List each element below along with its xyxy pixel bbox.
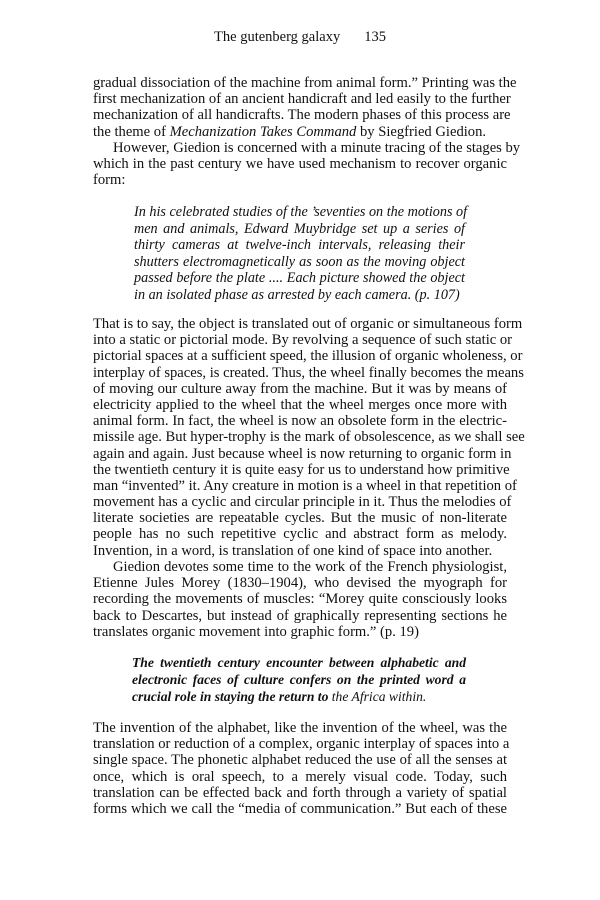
quote-line: electronic faces of culture confers on the printed word a	[132, 672, 466, 687]
text-line: translation or reduction of a complex, organic interplay of spaces into a	[93, 736, 510, 753]
running-title: The gutenberg galaxy	[214, 29, 341, 45]
quote-line: thirty cameras at twelve-inch intervals, releasing their	[134, 237, 465, 253]
section-heading-quote	[132, 654, 466, 705]
quote-line: men and animals, Edward Muybridge set up a series of	[134, 220, 465, 237]
text-line: However, Giedion is concerned with a minute tracing of the stages by	[113, 140, 521, 156]
text-line: once, which is oral speech, to a merely visual code. Today, such	[93, 768, 507, 785]
text-line: the twentieth century it is quite easy for us to understand how primitive	[93, 461, 510, 478]
text-line: pictorial spaces at a sufficient speed, the illusion of organic wholeness, or	[93, 348, 523, 365]
text-line: mechanization of all handicrafts. The modern phases of this process are	[93, 107, 511, 124]
text-line: man “invented” it. Any creature in motion is a wheel in that repetition of	[93, 477, 517, 494]
text-line: interplay of spaces, is created. Thus, the wheel finally becomes the means	[93, 364, 524, 381]
text-line: movement has a cyclic and circular principle in it. Thus the melodies of	[93, 494, 512, 511]
quote-line: The twentieth century encounter between alphabetic and	[132, 655, 466, 670]
text-line: of moving our culture away from the machine. But it was by means of	[93, 380, 507, 397]
paragraph-giedion-tracing	[93, 140, 521, 189]
text-line: Giedion devotes some time to the work of the French physiologist,	[113, 559, 507, 575]
text-line: people has no such repetitive cyclic and abstract form as melody.	[93, 526, 507, 543]
quote-line: passed before the plate .... Each picture showed the object	[134, 270, 465, 286]
text-line: form:	[93, 172, 126, 189]
running-header	[0, 29, 600, 46]
text-line: which in the past century we have used mechanism to recover organic	[93, 156, 507, 173]
quote-line: In his celebrated studies of the ’seventies on the motions of	[134, 204, 468, 220]
text-line: translation can be effected back and forth through a variety of spatial	[93, 784, 507, 801]
paragraph-alphabet-invention	[93, 720, 510, 817]
text-line: electricity applied to the wheel that the wheel merges once more with	[93, 396, 507, 413]
text-line: first mechanization of an ancient handicraft and led easily to the further	[93, 91, 511, 108]
text-line: into a static or pictorial mode. By revolving a sequence of such static or	[93, 332, 513, 349]
text-line: single space. The phonetic alphabet reduced the use of all the senses at	[93, 752, 507, 769]
text-line: The invention of the alphabet, like the invention of the wheel, was the	[93, 720, 507, 736]
text-line: gradual dissociation of the machine from animal form.” Printing was the	[93, 75, 517, 91]
text-line: forms which we call the “media of communication.” But each of these	[93, 800, 507, 817]
book-title: Mechanization Takes Command	[169, 123, 357, 140]
text-line: Invention, in a word, is translation of one kind of space into another.	[93, 542, 493, 559]
text-line: back to Descartes, but instead of graphically representing sections he	[93, 607, 507, 624]
text-line: the theme of Mechanization Takes Command by Siegfried Giedion.	[93, 123, 487, 140]
text-line: again and again. Just because wheel is now returning to organic form in	[93, 445, 512, 462]
page-number: 135	[364, 29, 386, 45]
text-line: recording the movements of muscles: “Morey quite consciously looks	[93, 591, 507, 608]
quote-line: crucial role in staying the return to the Africa within.	[132, 689, 427, 704]
text-line: translates organic movement into graphic form.” (p. 19)	[93, 623, 419, 640]
block-quote-muybridge	[134, 204, 468, 303]
text-line: Etienne Jules Morey (1830–1904), who devised the myograph for	[93, 575, 507, 592]
quote-line: in an isolated phase as arrested by each camera. (p. 107)	[134, 286, 460, 303]
text-line: animal form. In fact, the wheel is now an obsolete form in the electric-	[93, 413, 507, 430]
text-line: literate societies are repeatable cycles. But the music of non-literate	[93, 510, 507, 527]
paragraph-printing-mechanization	[93, 75, 517, 140]
quote-line: shutters electromagnetically as soon as the moving object	[134, 253, 465, 270]
text-line: missile age. But hyper-trophy is the mark of obsolescence, as we shall see	[93, 429, 525, 446]
text-line: That is to say, the object is translated out of organic or simultaneous form	[93, 316, 523, 332]
paragraph-wheel-translation	[93, 316, 525, 559]
paragraph-giedion-morey	[93, 559, 507, 640]
